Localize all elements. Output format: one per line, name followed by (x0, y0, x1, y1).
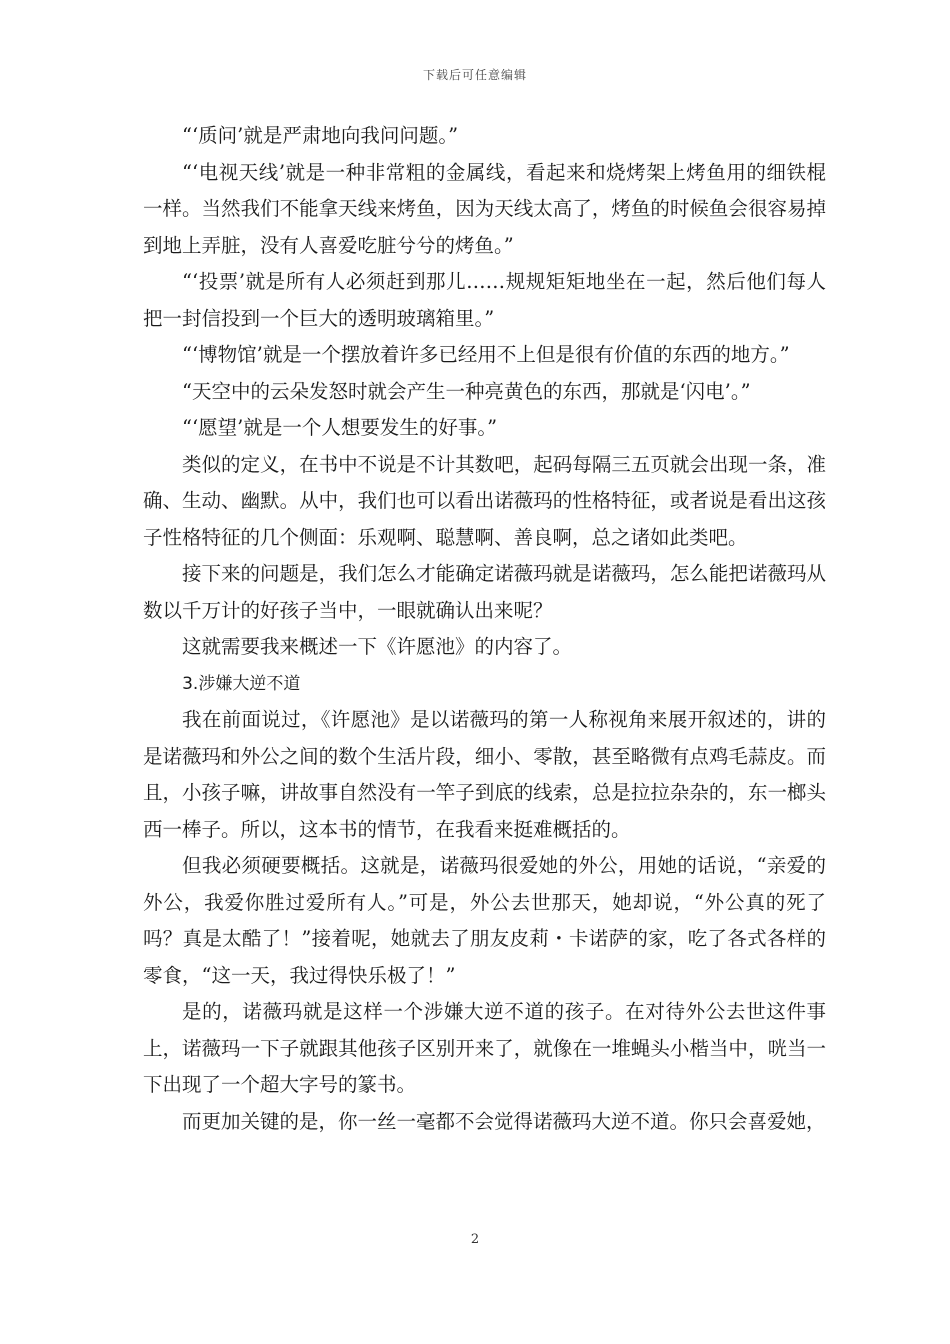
page-number: 2 (470, 1232, 480, 1247)
paragraph: 接下来的问题是，我们怎么才能确定诺薇玛就是诺薇玛，怎么能把诺薇玛从数以千万计的好孩子当中，一眼就确认出来呢？ (143, 562, 826, 622)
paragraph: 而更加关键的是，你一丝一毫都不会觉得诺薇玛大逆不道。你只会喜爱她， (182, 1109, 826, 1133)
paragraph: 但我必须硬要概括。这就是，诺薇玛很爱她的外公，用她的话说，“亲爱的外公，我爱你胜过爱所有人。”可是，外公去世那天，她却说，“外公真的死了吗？真是太酷了！”接着呢，她就去了朋友皮莉・卡诺萨的家，吃了各式各样的零食，“这一天，我过得快乐极了！” (143, 854, 826, 987)
paragraph: 这就需要我来概述一下《许愿池》的内容了。 (182, 635, 573, 658)
paragraph: “‘投票’就是所有人必须赶到那儿……规规矩矩地坐在一起，然后他们每人把一封信投到一个巨大的透明玻璃箱里。” (143, 270, 826, 330)
paragraph: 类似的定义，在书中不说是不计其数吧，起码每隔三五页就会出现一条，准确、生动、幽默。从中，我们也可以看出诺薇玛的性格特征，或者说是看出这孩子性格特征的几个侧面：乐观啊、聪慧啊、善良啊，总之诸如此类吧。 (143, 452, 826, 549)
paragraph: “‘愿望’就是一个人想要发生的好事。” (182, 416, 498, 439)
paragraph: “‘博物馆’就是一个摆放着许多已经用不上但是很有价值的东西的地方。” (182, 343, 790, 366)
paragraph: 是的，诺薇玛就是这样一个涉嫌大逆不道的孩子。在对待外公去世这件事上，诺薇玛一下子就跟其他孩子区别开来了，就像在一堆蝇头小楷当中，咣当一下出现了一个超大字号的篆书。 (143, 1000, 826, 1096)
paragraph: 我在前面说过，《许愿池》是以诺薇玛的第一人称视角来展开叙述的，讲的是诺薇玛和外公之间的数个生活片段，细小、零散，甚至略微有点鸡毛蒜皮。而且，小孩子嘛，讲故事自然没有一竿子到底的线索，总是拉拉杂杂的，东一榔头西一棒子。所以，这本书的情节，在我看来挺难概括的。 (143, 708, 826, 841)
paragraph: “‘电视天线’就是一种非常粗的金属线，看起来和烧烤架上烤鱼用的细铁棍一样。当然我们不能拿天线来烤鱼，因为天线太高了，烤鱼的时候鱼会很容易掉到地上弄脏，没有人喜爱吃脏兮兮的烤鱼。” (143, 160, 826, 257)
section-heading: 3.涉嫌大逆不道 (182, 673, 301, 694)
body-text (143, 118, 826, 1140)
paragraph: “‘质问’就是严肃地向我问问题。” (182, 124, 459, 147)
paragraph: “天空中的云朵发怒时就会产生一种亮黄色的东西，那就是‘闪电’。” (182, 379, 751, 403)
page-header: 下载后可任意编辑 (422, 68, 527, 82)
